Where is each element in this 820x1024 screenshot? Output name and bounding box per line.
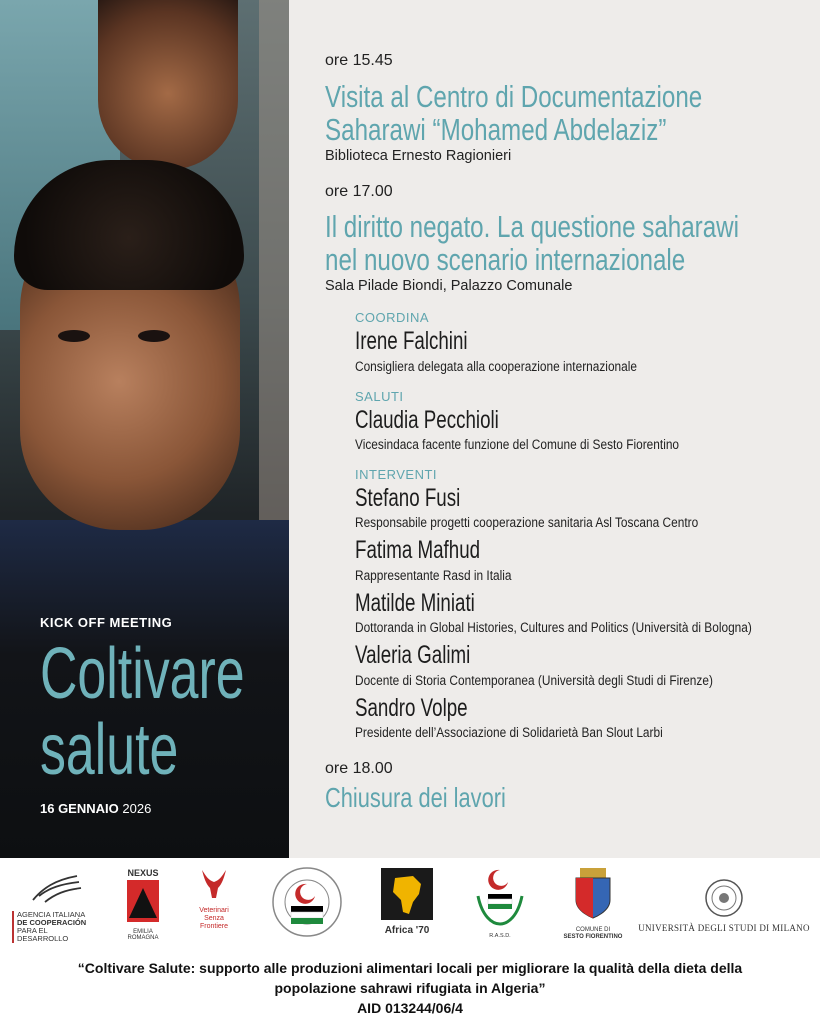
- rasd-label: R.A.S.D.: [489, 933, 511, 939]
- speaker-name: Fatima Mafhud: [355, 536, 481, 564]
- africa70-label: Africa '70: [384, 925, 430, 936]
- speaker-desc: Consigliera delegata alla cooperazione internazionale: [355, 359, 638, 374]
- vsf-line3: Frontiere: [199, 923, 228, 930]
- role-interventi: INTERVENTI: [355, 467, 438, 482]
- session-2-title-line2: nel nuovo scenario internazionale: [325, 242, 686, 277]
- event-date-day: 16 GENNAIO: [40, 801, 119, 816]
- speaker-desc: Responsabile progetti cooperazione sanitaria Asl Toscana Centro: [355, 515, 699, 530]
- poster-title-line1: Coltivare: [40, 634, 245, 714]
- aecid-line3: PARA EL DESARROLLO: [17, 926, 69, 943]
- africa70-logo: [378, 868, 436, 936]
- photo-background-child: [98, 0, 238, 170]
- partner-logos: [0, 858, 820, 948]
- speaker-desc: Presidente dell’Associazione di Solidarietà Ban Slout Larbi: [355, 725, 663, 740]
- event-date: [40, 801, 151, 816]
- poster-title-line2: salute: [40, 710, 179, 790]
- event-date-year: 2026: [122, 801, 152, 816]
- aecid-line1: AGENCIA ITALIANA: [17, 910, 86, 919]
- rasd-logo: [470, 866, 530, 939]
- aecid-line2: DE COOPERACIÓN: [17, 918, 87, 927]
- kicker: KICK OFF MEETING: [40, 615, 173, 630]
- session-2-title-line1: Il diritto negato. La questione saharawi: [325, 209, 740, 244]
- footer-line1: “Coltivare Salute: supporto alle produzioni alimentari locali per migliorare la qualità della dieta della: [77, 960, 743, 976]
- rasd-seal-icon: [271, 866, 343, 938]
- nexus-bottom: EMILIA ROMAGNA: [127, 929, 159, 941]
- nexus-emblem-icon: [125, 878, 161, 924]
- speaker-name: Matilde Miniati: [355, 589, 475, 617]
- speaker-desc: Rappresentante Rasd in Italia: [355, 568, 512, 583]
- project-footer: [0, 958, 820, 1018]
- aecid-bird-icon: [25, 870, 85, 906]
- unimi-seal-icon: [704, 878, 744, 918]
- session-1-title-line2: Saharawi “Mohamed Abdelaziz”: [325, 112, 667, 147]
- nexus-top: NEXUS: [127, 868, 159, 878]
- role-saluti: SALUTI: [355, 389, 404, 404]
- unimi-label: UNIVERSITÀ DEGLI STUDI DI MILANO: [638, 923, 810, 933]
- speaker-name: Stefano Fusi: [355, 484, 461, 512]
- session-1-title-line1: Visita al Centro di Documentazione: [325, 79, 703, 114]
- speaker-name: Sandro Volpe: [355, 694, 468, 722]
- poster-title: [40, 636, 245, 788]
- speaker-desc: Vicesindaca facente funzione del Comune di Sesto Fiorentino: [355, 437, 680, 452]
- session-3-time: ore 18.00: [325, 760, 393, 777]
- aecid-logo: [12, 870, 97, 943]
- session-1-venue: Biblioteca Ernesto Ragionieri: [325, 148, 512, 164]
- africa-map-icon: [381, 868, 433, 920]
- footer-line2: popolazione sahrawi rifugiata in Algeria”: [274, 980, 546, 996]
- speaker-name: Claudia Pecchioli: [355, 406, 499, 434]
- sesto-coat-of-arms-icon: [568, 866, 618, 922]
- photo-panel: [0, 0, 289, 858]
- photo-eye-right: [138, 330, 170, 342]
- nexus-logo: [120, 868, 166, 941]
- speaker-desc: Docente di Storia Contemporanea (Università degli Studi di Firenze): [355, 673, 713, 688]
- vsf-animal-icon: [194, 866, 234, 902]
- rasd-health-seal: [268, 866, 346, 943]
- sesto-line1: COMUNE DI: [575, 927, 611, 933]
- speaker-desc: Dottoranda in Global Histories, Cultures and Politics (Università di Bologna): [355, 620, 752, 635]
- session-2-venue: Sala Pilade Biondi, Palazzo Comunale: [325, 278, 573, 294]
- rasd-emblem-icon: [472, 866, 528, 928]
- speaker-name: Irene Falchini: [355, 327, 468, 355]
- vsf-line1: Veterinari: [199, 907, 229, 914]
- sesto-logo: [560, 866, 626, 941]
- vsf-logo: [190, 866, 238, 931]
- role-coordina: COORDINA: [355, 310, 430, 325]
- speaker-name: Valeria Galimi: [355, 641, 471, 669]
- session-1-time: ore 15.45: [325, 52, 393, 69]
- photo-eye-left: [58, 330, 90, 342]
- sesto-line2: SESTO FIORENTINO: [563, 934, 623, 940]
- footer-aid-code: AID 013244/06/4: [357, 1000, 463, 1016]
- vsf-line2: Senza: [204, 915, 224, 922]
- session-3-title: Chiusura dei lavori: [325, 782, 506, 813]
- unimi-logo: [636, 878, 812, 933]
- session-2-time: ore 17.00: [325, 183, 393, 200]
